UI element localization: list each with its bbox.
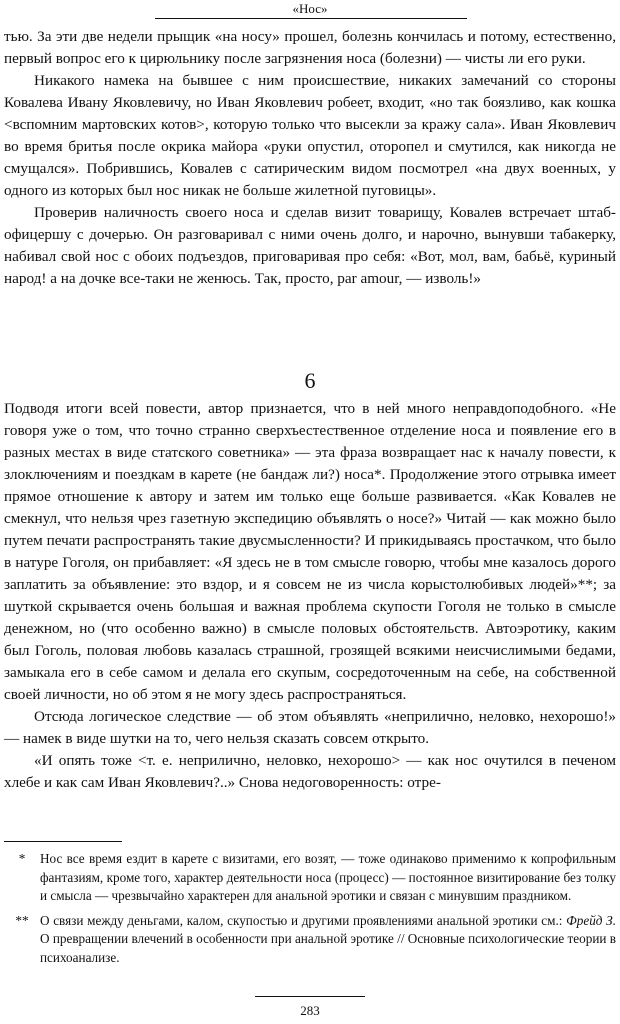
page-number: 283 <box>300 1003 320 1018</box>
paragraph: Отсюда логическое следствие — об этом объявлять «неприлично, неловко, нехорошо!» — намек в виде шутки на то, чего нельзя сказать совсем открыто. <box>4 708 616 747</box>
page-number-rule <box>255 996 365 997</box>
footnote-author: Фрейд З. <box>566 912 616 928</box>
footnote-text: Нос все время ездит в карете с визитами, его возят, — тоже одинаково применимо к копрофильным фантазиям, кроме того, характер деятельности носа (процесс) — постоянное визитирование без толку и смысла — чрезвычайно характерен для анальной эротики и связан с минувшим праздником. <box>40 851 616 904</box>
footnote-mark: * <box>18 851 26 866</box>
running-header: «Нос» <box>292 1 328 16</box>
paragraph: тью. За эти две недели прыщик «на носу» прошел, болезнь кончилась и потому, естественно, первый вопрос его к цирюльнику после загрязнения носа (болезни) — чисты ли его руки. <box>4 28 616 67</box>
footnotes <box>4 850 616 968</box>
header-rule <box>155 18 467 19</box>
paragraph: Проверив наличность своего носа и сделав визит товарищу, Ковалев встречает штаб-офицершу с дочерью. Он разговаривал с ними очень долго, и нарочно, вынувши табакерку, набивал свой нос с обоих подъездов, приговаривая про себя: «Вот, мол, вам, бабьё, куриный народ! а на дочке все-таки не женюсь. Так, просто, par amour, — изволь!» <box>4 204 616 287</box>
footnote-text <box>40 912 616 968</box>
paragraph: Никакого намека на бывшее с ним происшествие, никаких замечаний со стороны Ковалева Ивану Яковлевичу, но Иван Яковлевич робеет, входит, «но так боязливо, как кошка <вспомним мартовских котов>, которую только что высекли за кражу сала». Иван Яковлевич во время бритья после окрика майора «руки опустил, оторопел и смутился, как никогда не смущался». Побрившись, Ковалев с сатирическим видом посмотрел «на двух военных, у одного из которых был нос никак не больше жилетной пуговицы». <box>4 72 616 199</box>
paragraph: Подводя итоги всей повести, автор признается, что в ней много неправдоподобного. «Не говоря уже о том, что точно странно сверхъестественное отделение носа и появление его в разных местах в виде статского советника» — эта фраза возвращает нас к началу повести, к злоключениям и поездкам в карете (не бандаж ли?) носа*. Продолжение этого отрывка имеет прямое отношение к автору и затем им только еще больше развивается. «Как Ковалев не смекнул, что нельзя чрез газетную экспедицию объявлять о носе?» Читай — как можно было путем печати распространять такие двусмысленности? И прикидываясь простачком, что было в натуре Гоголя, он прибавляет: «Я здесь не в том смысле говорю, чтобы мне казалось дорого заплатить за объявление: это вздор, и я совсем не из числа корыстолюбивых людей»**; за шуткой скрывается очень большая и важная проблема скупости Гоголя не только в смысле денежном, но (что особенно важно) в смысле половых обстоятельств. Автоэротику, каким был Гоголь, половая любовь казалась страшной, грозящей всякими неисчислимыми бедами, замыкала его в себе самом и делала его скупым, сосредоточенным на себе, на собственной своей личности, но об этом я не могу здесь распространяться. <box>4 400 616 703</box>
footnote-mark: ** <box>15 912 29 928</box>
footnote-text-before: О связи между деньгами, калом, скупостью и другими проявлениями анальной эротики см.: <box>40 912 567 928</box>
footnote <box>4 912 616 968</box>
footnote <box>4 850 616 906</box>
section-text-chapter-6 <box>4 398 616 794</box>
footnote-text-after: О превращении влечений в особенности при анальной эротике // Основные психологические теории в психоанализе. <box>40 931 616 965</box>
footnote-rule <box>4 841 122 842</box>
chapter-number: 6 <box>304 368 316 393</box>
paragraph: «И опять тоже <т. е. неприлично, неловко, нехорошо> — как нос очутился в печеном хлебе и как сам Иван Яковлевич?..» Снова недоговоренность: отре- <box>4 752 616 791</box>
section-text-top <box>4 26 616 290</box>
